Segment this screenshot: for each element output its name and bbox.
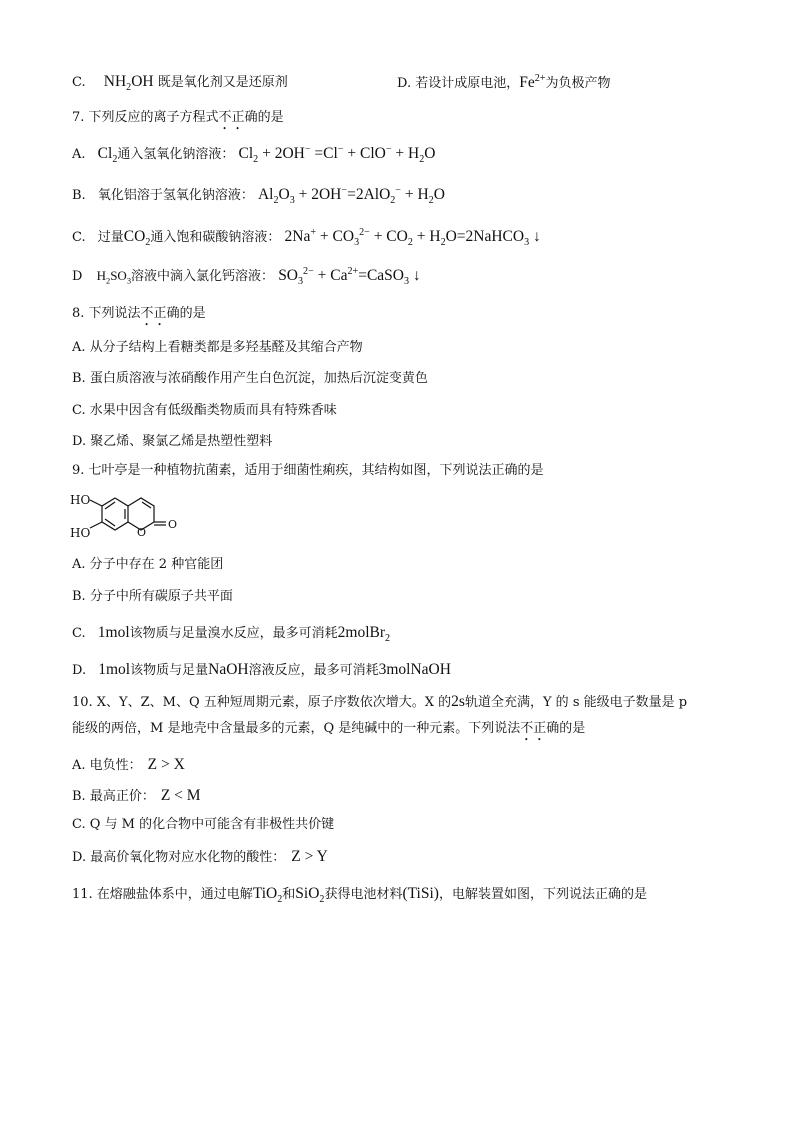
q8-option-a: A. 从分子结构上看糖类都是多羟基醛及其缩合产物 (72, 340, 363, 355)
carbonyl-oxygen: O (168, 518, 178, 531)
q7-a-equation: $Cl_2 + 2OH^- =Cl^- + ClO^- + H_2O$ (238, 143, 436, 166)
q7-stem: 7. 下列反应的离子方程式不正确的是 (72, 110, 284, 125)
q10-stem-line2: 能级的两倍，M 是地壳中含量最多的元素，Q 是纯碱中的一种元素。下列说法不正确的是 (72, 721, 586, 736)
q9-option-c: C. 1mol该物质与足量溴水反应，最多可消耗2molBr$_2$ (72, 624, 391, 645)
q10-option-d: D. 最高价氧化物对应水化物的酸性： Z > Y (72, 848, 328, 865)
ring-oxygen: O (137, 526, 147, 539)
q8-option-b: B. 蛋白质溶液与浓硝酸作用产生白色沉淀，加热后沉淀变黄色 (72, 371, 428, 386)
q7-c-equation: $2Na^+ + CO_3^{2-} + CO_2$ + $H_2O=2NaHCO_3$ ↓ (284, 226, 541, 249)
q8-option-d: D. 聚乙烯、聚氯乙烯是热塑性塑料 (72, 434, 273, 449)
q9-option-a: A. 分子中存在 2 种官能团 (72, 557, 224, 572)
q9-stem: 9. 七叶亭是一种植物抗菌素，适用于细菌性痢疾，其结构如图，下列说法正确的是 (72, 463, 544, 478)
hydroxylamine-formula: $NH_2OH$ (103, 73, 154, 94)
q8-stem: 8. 下列说法不正确的是 (72, 306, 206, 321)
fe2-ion: $Fe^{2+}$ (519, 72, 546, 91)
q7-b-equation: $Al_2O_3 + 2OH^-=2AlO_2^- + H_2O$ (257, 184, 445, 207)
q11-stem: 11. 在熔融盐体系中，通过电解TiO$_2$和SiO$_2$获得电池材料(TiSi)，电解装置如图，下列说法正确的是 (72, 885, 647, 906)
q7-d-equation: $SO_3^{2-}$ + $Ca^{2+}=CaSO_3$ ↓ (278, 265, 421, 288)
q9-option-b: B. 分子中所有碳原子共平面 (72, 589, 233, 604)
q10-option-c: C. Q 与 M 的化合物中可能含有非极性共价键 (72, 817, 335, 832)
q8-option-c: C. 水果中因含有低级酯类物质而具有特殊香味 (72, 403, 337, 418)
q9-option-d: D. 1mol该物质与足量NaOH溶液反应，最多可消耗3molNaOH (72, 661, 451, 678)
ho-label-bottom: HO (70, 526, 91, 540)
ho-label-top: HO (70, 493, 91, 507)
esculetin-structure (70, 488, 200, 546)
q10-option-b: B. 最高正价： Z < M (72, 787, 201, 804)
q7-option-a: A. $Cl_2$通入氢氧化钠溶液： $Cl_2 + 2OH^- =Cl^- + ClO^- + H_2O$ (72, 143, 436, 166)
q7-option-c: C. 过量$CO_2$通入饱和碳酸钠溶液： $2Na^+ + CO_3^{2-} + CO_2$ + $H_2O=2NaHCO_3$ ↓ (72, 226, 541, 249)
q10-stem-line1: 10. X、Y、Z、M、Q 五种短周期元素，原子序数依次增大。X 的2s轨道全充满，Y 的 s 能级电子数量是 p (72, 693, 688, 710)
q7-option-b: B. 氧化铝溶于氢氧化钠溶液： $Al_2O_3 + 2OH^-=2AlO_2^- + H_2O$ (72, 184, 445, 207)
q6-option-d: D. 若设计成原电池，$Fe^{2+}$为负极产物 (397, 72, 611, 91)
q7-option-d: D $H_2SO_3$溶液中滴入氯化钙溶液： $SO_3^{2-}$ + $Ca^{2+}=CaSO_3$ ↓ (72, 265, 421, 288)
q10-option-a: A. 电负性： Z > X (72, 756, 185, 773)
q6-option-c: C. $NH_2OH$ 既是氧化剂又是还原剂 (72, 73, 288, 94)
